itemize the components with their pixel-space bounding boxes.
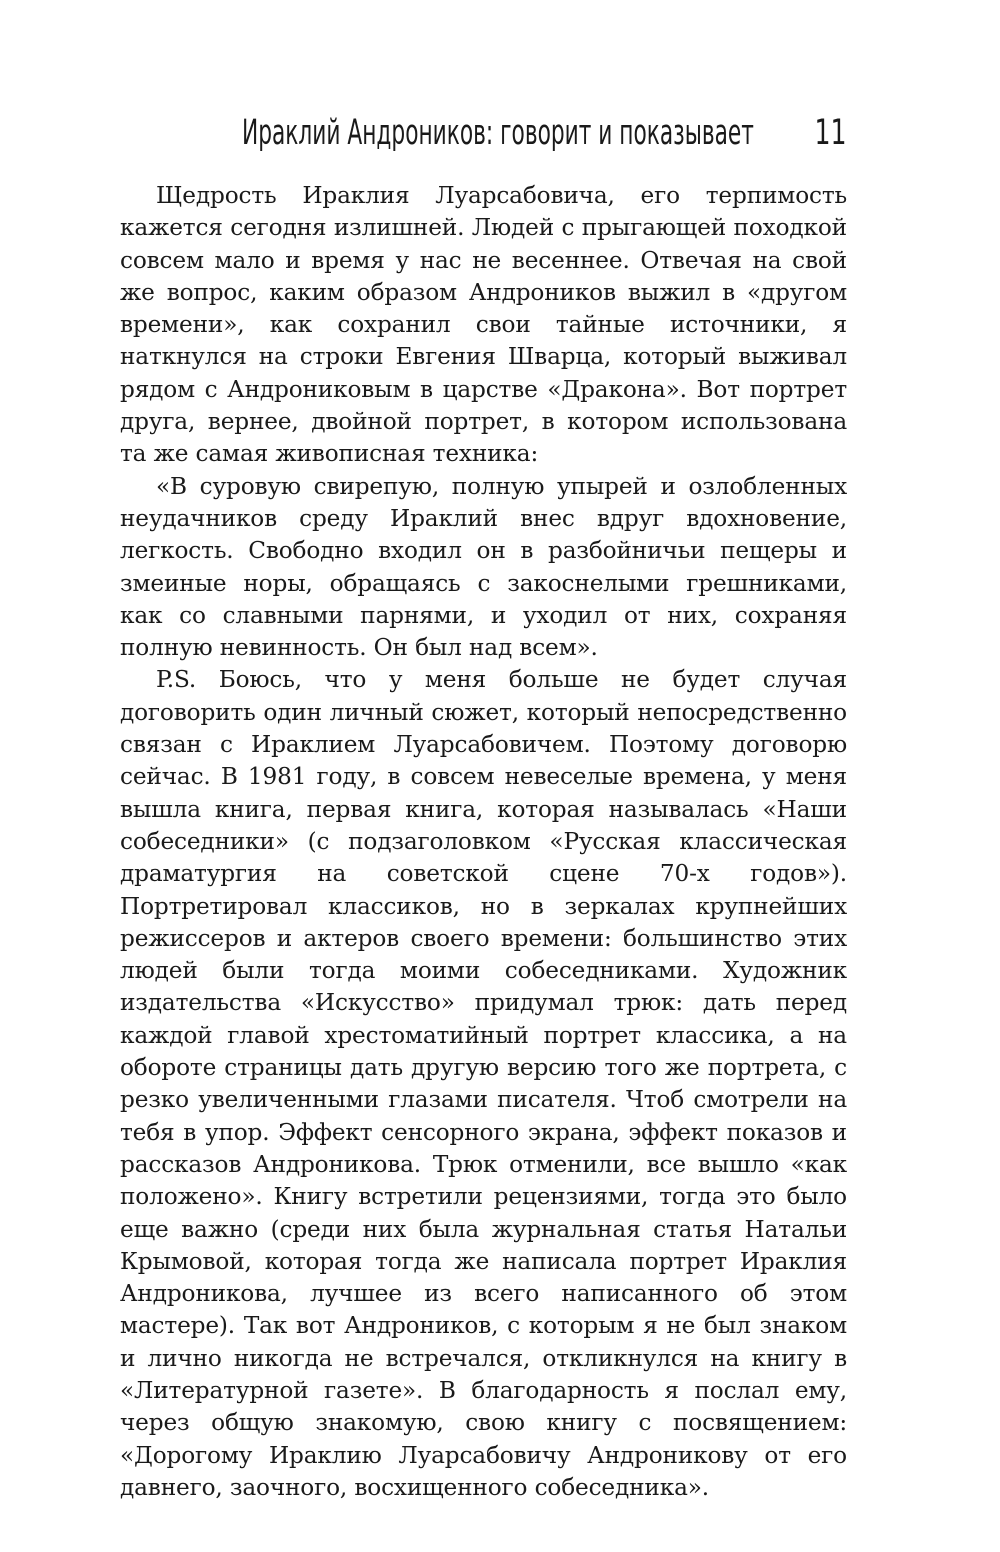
running-header (120, 106, 855, 162)
body-text (120, 180, 847, 1504)
page-number: 11 (814, 113, 847, 153)
paragraph-1: Щедрость Ираклия Луарсабовича, его терпимость кажется сегодня излишней. Людей с прыгающей походкой совсем мало и время у нас не весеннее. Отвечая на свой же вопрос, каким образом Андроников выжил в «другом времени», как сохранил свои тайные источники, я наткнулся на строки Евгения Шварца, который выживал рядом с Андрониковым в царстве «Дракона». Вот портрет друга, вернее, двойной портрет, в котором использована та же самая живописная техника: (120, 182, 847, 468)
paragraph-3-postscript: P.S. Боюсь, что у меня больше не будет случая договорить один личный сюжет, который непосредственно связан с Ираклием Луарсабовичем. Поэтому договорю сейчас. В 1981 году, в совсем невеселые времена, у меня вышла книга, первая книга, которая называлась «Наши собеседники» (с подзаголовком «Русская классическая драматургия на советской сцене 70-х годов»). Портретировал классиков, но в зеркалах крупнейших режиссеров и актеров своего времени: большинство этих людей были тогда моими собеседниками. Художник издательства «Искусство» придумал трюк: дать перед каждой главой хрестоматийный портрет классика, а на обороте страницы дать другую версию того же портрета, с резко увеличенными глазами писателя. Чтоб смотрели на тебя в упор. Эффект сенсорного экрана, эффект показов и рассказов Андроникова. Трюк отменили, все вышло «как положено». Книгу встретили рецензиями, тогда это было еще важно (среди них была журнальная статья Натальи Крымовой, которая тогда же написала портрет Ираклия Андроникова, лучшее из всего написанного об этом мастере). Так вот Андроников, с которым я не был знаком и лично никогда не встречался, откликнулся на книгу в «Литературной газете». В благодарность я послал ему, через общую знакомую, свою книгу с посвящением: «Дорогому Ираклию Луарсабовичу Андроникову от его давнего, заочного, восхищенного собеседника». (120, 666, 847, 1501)
paragraph-2-quote: «В суровую свирепую, полную упырей и озлобленных неудачников среду Ираклий внес вдруг вдохновение, легкость. Свободно входил он в разбойничьи пещеры и змеиные норы, обращаясь с закоснелыми грешниками, как со славными парнями, и уходил от них, сохраняя полную невинность. Он был над всем». (120, 472, 847, 662)
running-title: Ираклий Андроников: говорит и показывает (242, 113, 754, 153)
